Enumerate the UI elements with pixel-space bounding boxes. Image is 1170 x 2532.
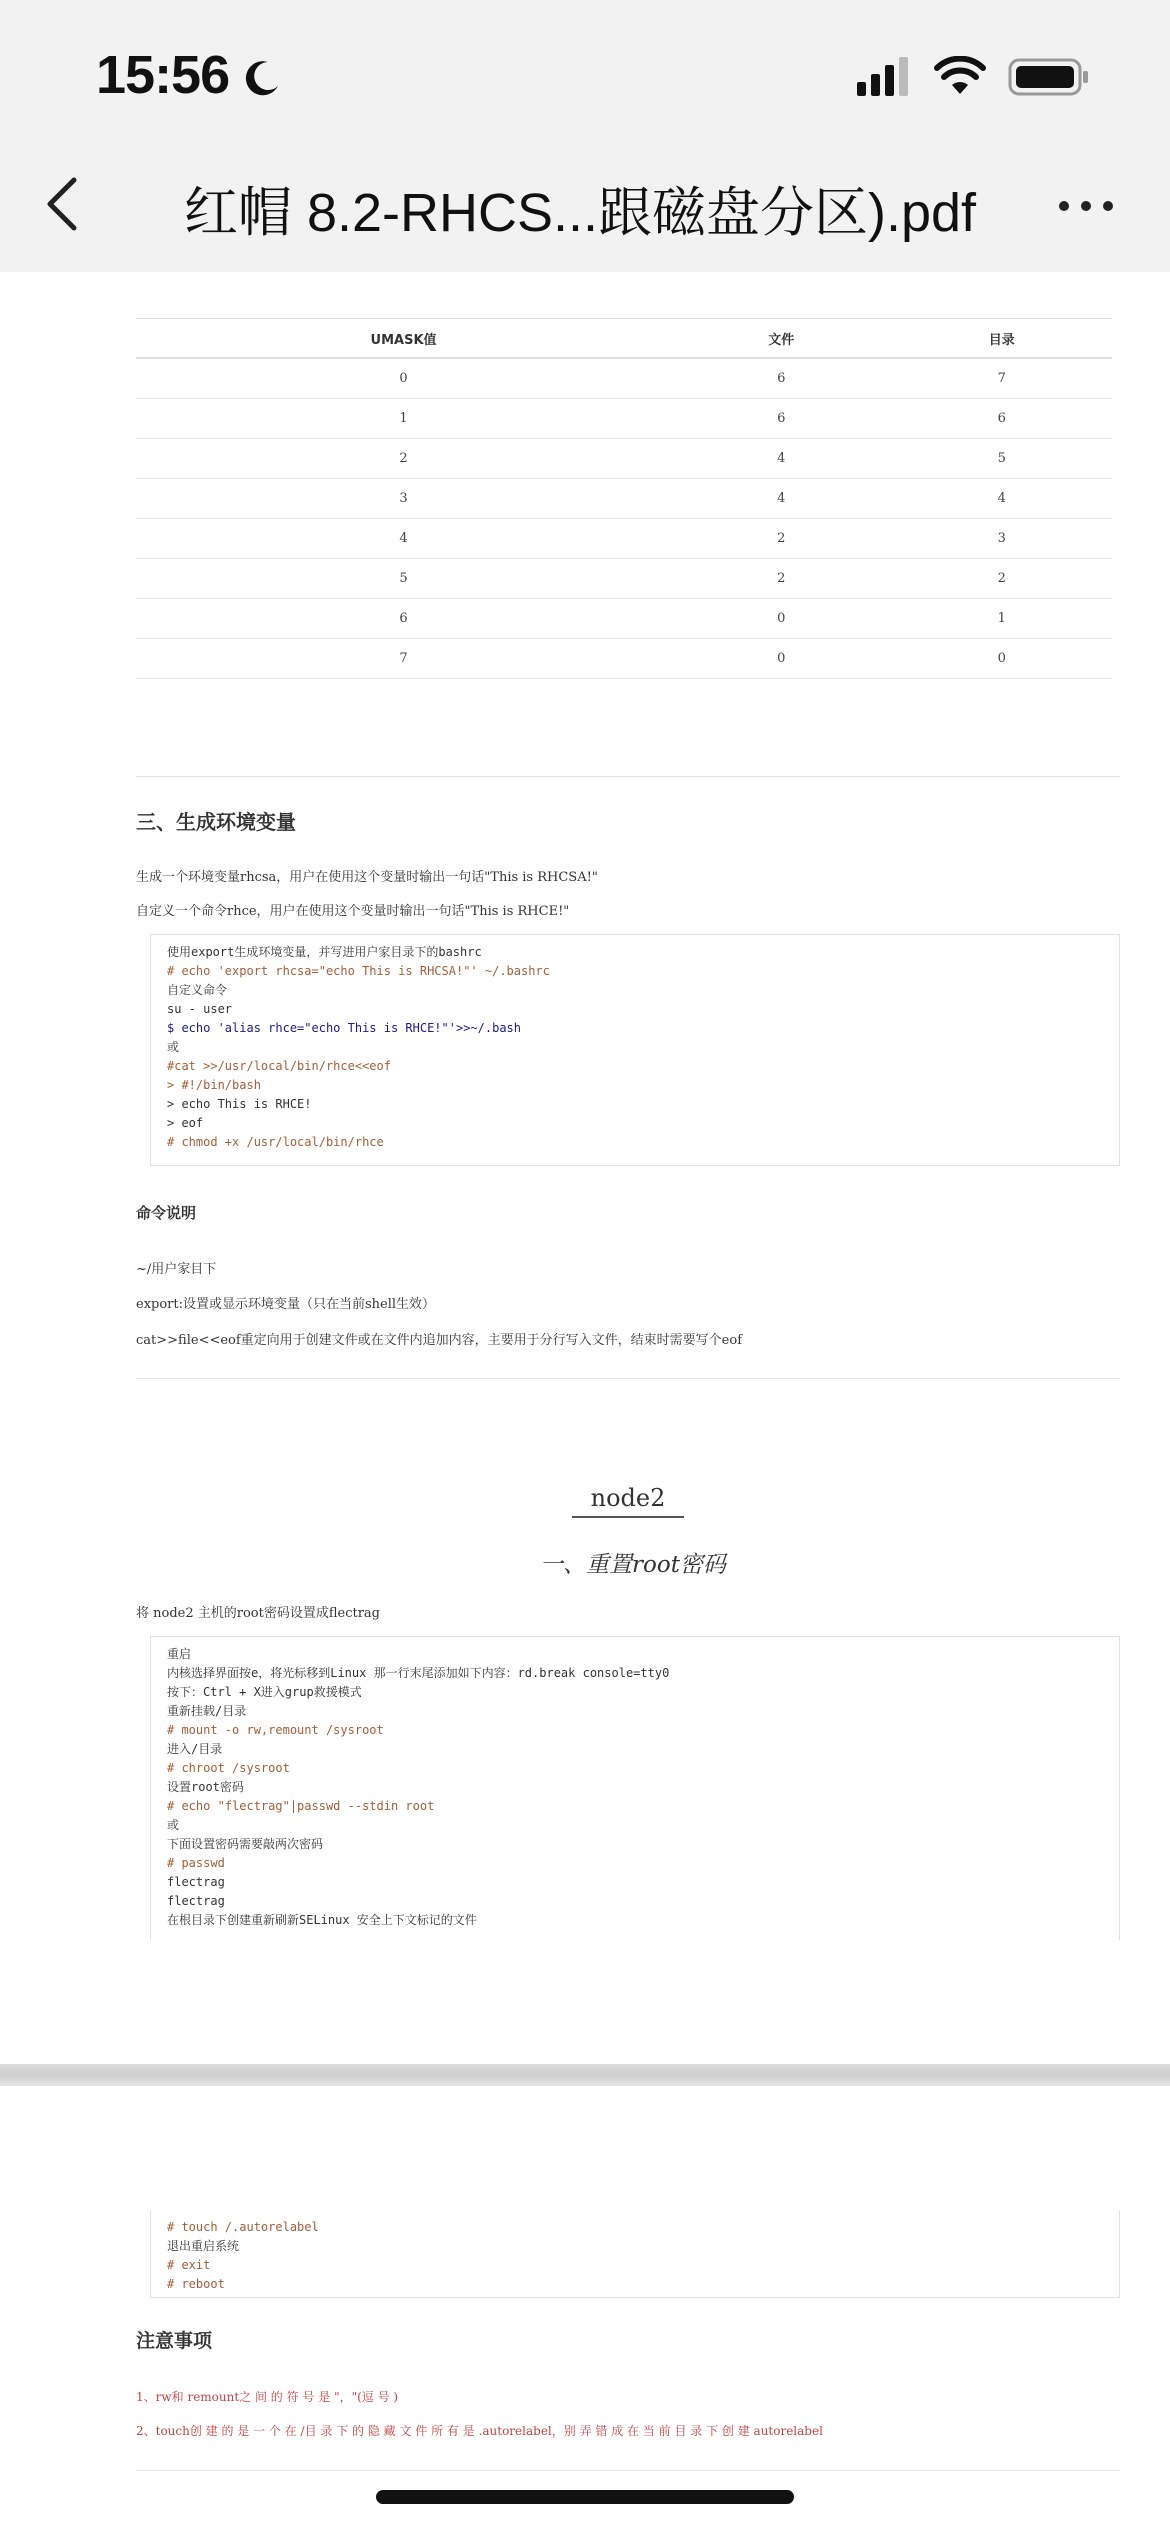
table-cell: 6 [136,599,671,639]
note-line: export:设置或显示环境变量（只在当前shell生效） [136,1297,436,1312]
table-cell: 0 [671,639,891,679]
paragraph: 自定义一个命令rhce，用户在使用这个变量时输出一句话"This is RHCE!" [136,904,570,919]
section-heading: 三、生成环境变量 [136,810,296,834]
code-line: 内核选择界面按e，将光标移到Linux 那一行末尾添加如下内容：rd.break console=tty0 [167,1666,670,1680]
home-indicator[interactable] [376,2490,794,2504]
table-header-row [136,319,1112,359]
code-line: 自定义命令 [167,983,228,997]
back-chevron-icon[interactable] [36,174,96,234]
code-line: # chroot /sysroot [167,1761,290,1775]
moon-icon [240,56,284,100]
paragraph: 将 node2 主机的root密码设置成flectrag [136,1606,380,1621]
code-line: # passwd [167,1856,225,1870]
table-cell: 4 [892,479,1112,519]
top-bar [0,0,1170,272]
table-cell: 5 [892,439,1112,479]
table-row [136,639,1112,679]
header-dir: 目录 [892,319,1112,359]
attention-item: 1、rw和 remount之 间 的 符 号 是 "，"(逗 号 ) [136,2390,399,2404]
table-cell: 6 [892,399,1112,439]
table-cell: 6 [671,358,891,399]
code-line: # touch /.autorelabel [167,2220,319,2234]
section-heading-italic: 一、重置root密码 [540,1552,726,1578]
table-cell: 7 [892,358,1112,399]
divider [136,776,1120,777]
table-cell: 3 [136,479,671,519]
code-line: > #!/bin/bash [167,1078,261,1092]
note-line: cat>>file<<eof重定向用于创建文件或在文件内追加内容，主要用于分行写入文件，结束时需要写个eof [136,1333,743,1348]
table-row [136,599,1112,639]
table-row [136,519,1112,559]
code-line: 重启 [167,1647,192,1661]
battery-icon [1008,56,1090,98]
code-line: 退出重启系统 [167,2239,240,2253]
code-line: # chmod +x /usr/local/bin/rhce [167,1135,384,1149]
table-row [136,559,1112,599]
code-line: 使用export生成环境变量，并写进用户家目录下的bashrc [167,945,482,959]
code-line: 下面设置密码需要敲两次密码 [167,1837,324,1851]
table-cell: 7 [136,639,671,679]
page-separator [0,2064,1170,2086]
code-line: $ echo 'alias rhce="echo This is RHCE!"'>>~/.bash [167,1021,522,1035]
code-line: 进入/目录 [167,1742,223,1756]
code-line: > echo This is RHCE! [167,1097,312,1111]
code-line: su - user [167,1002,233,1016]
table-cell: 2 [671,519,891,559]
table-cell: 4 [671,439,891,479]
table-cell: 3 [892,519,1112,559]
table-row [136,479,1112,519]
note-line: ~/用户家目下 [136,1262,217,1277]
table-cell: 4 [671,479,891,519]
table-cell: 1 [892,599,1112,639]
code-block [150,934,1120,1166]
table-cell: 2 [892,559,1112,599]
table-cell: 2 [136,439,671,479]
code-line: 按下：Ctrl + X进入grup救援模式 [167,1685,362,1699]
code-line: # reboot [167,2277,225,2291]
cellular-signal-icon [855,56,915,98]
divider [136,1378,1120,1379]
header-umask: UMASK值 [136,319,671,359]
code-line: # exit [167,2258,211,2272]
table-cell: 6 [671,399,891,439]
table-cell: 2 [671,559,891,599]
code-line: 或 [167,1818,180,1832]
attention-title: 注意事项 [136,2330,213,2352]
table-row [136,399,1112,439]
table-cell: 5 [136,559,671,599]
notes-title: 命令说明 [136,1204,197,1222]
code-line: # mount -o rw,remount /sysroot [167,1723,384,1737]
code-line: #cat >>/usr/local/bin/rhce<<eof [167,1059,391,1073]
status-time: 15:56 [96,45,230,105]
umask-table [136,318,1112,679]
code-line: # echo "flectrag"|passwd --stdin root [167,1799,435,1813]
code-line: 在根目录下创建重新刷新SELinux 安全上下文标记的文件 [167,1913,477,1927]
more-options-icon[interactable] [1056,196,1116,216]
table-row [136,358,1112,399]
document-title: 红帽 8.2-RHCS...跟磁盘分区).pdf [183,183,977,243]
table-row [136,439,1112,479]
code-line: 设置root密码 [167,1780,244,1794]
attention-item: 2、touch创 建 的 是 一 个 在 /目 录 下 的 隐 藏 文 件 所 有 是 .autorelabel，别 弄 错 成 在 当 前 目 录 下 创 建 autorelabel [136,2424,823,2438]
table-cell: 1 [136,399,671,439]
code-line: 重新挂载/目录 [167,1704,247,1718]
wifi-icon [934,56,986,98]
paragraph: 生成一个环境变量rhcsa，用户在使用这个变量时输出一句话"This is RHCSA!" [136,870,598,885]
code-line: > eof [167,1116,204,1130]
code-block [150,1636,1120,1940]
code-line: 或 [167,1040,180,1054]
code-block [150,2210,1120,2298]
node2-title: node2 [572,1484,684,1518]
header-file: 文件 [671,319,891,359]
code-line: flectrag [167,1894,225,1908]
table-cell: 0 [136,358,671,399]
code-line: # echo 'export rhcsa="echo This is RHCSA!"' ~/.bashrc [167,964,550,978]
table-cell: 0 [671,599,891,639]
code-line: flectrag [167,1875,225,1889]
table-cell: 4 [136,519,671,559]
table-cell: 0 [892,639,1112,679]
divider [136,2470,1120,2471]
